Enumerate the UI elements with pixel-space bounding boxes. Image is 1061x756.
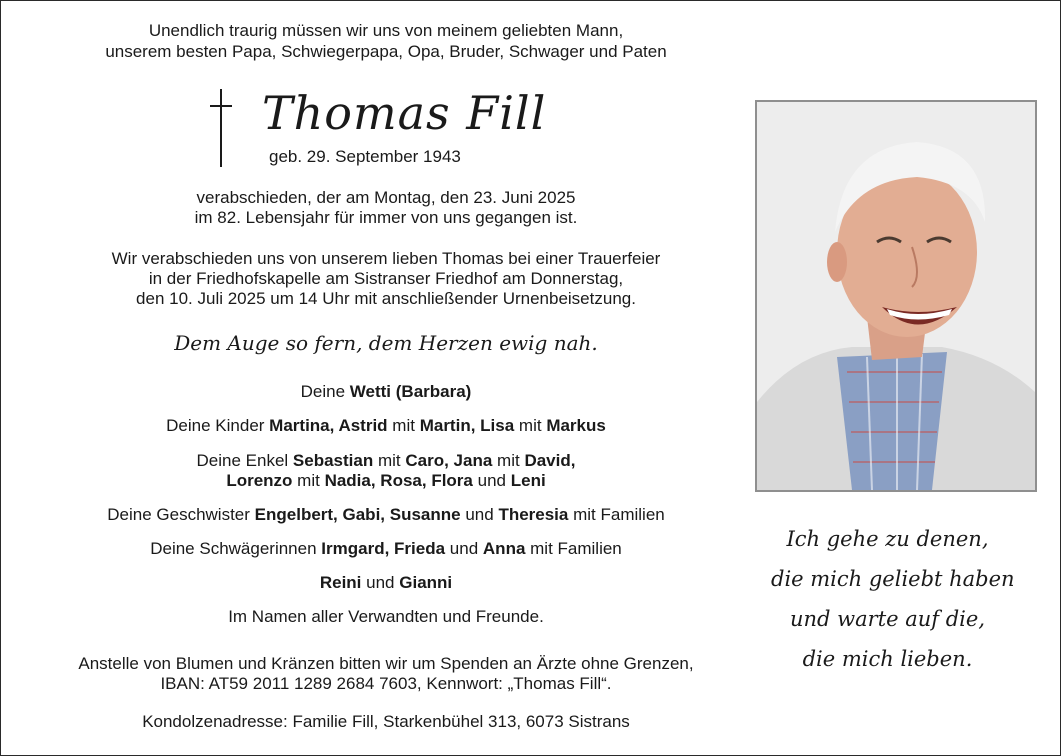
donation-line-2: IBAN: AT59 2011 1289 2684 7603, Kennwort: „Thomas Fill“. [160,674,612,693]
mourner-siblings: Deine Geschwister Engelbert, Gabi, Susanne und Theresia mit Familien [107,505,665,524]
deceased-name: Thomas Fill [262,86,547,140]
main-text-column [1,1,771,755]
mourner-others: Reini und Gianni [319,573,453,592]
poem-line-2: die mich geliebt haben [771,567,1015,591]
condolence-address: Kondolzenadresse: Familie Fill, Starkenbühel 313, 6073 Sistrans [142,712,630,731]
donation-line-1: Anstelle von Blumen und Kränzen bitten wir um Spenden an Ärzte ohne Grenzen, [78,654,694,673]
deceased-name-block [206,83,566,173]
poem-line-3: und warte auf die, [790,607,985,631]
death-line-1: verabschieden, der am Montag, den 23. Juni 2025 [196,188,576,207]
memorial-quote: Dem Auge so fern, dem Herzen ewig nah. [174,331,598,355]
ceremony-line-3: den 10. Juli 2025 um 14 Uhr mit anschließender Urnenbeisetzung. [136,289,636,308]
mourner-wife: Deine Wetti (Barbara) [300,382,472,401]
mourner-relatives: Im Namen aller Verwandten und Freunde. [228,607,544,626]
ceremony-line-2: in der Friedhofskapelle am Sistranser Friedhof am Donnerstag, [148,269,624,288]
mourner-grandchildren-line-2: Lorenzo mit Nadia, Rosa, Flora und Leni [226,471,546,490]
ceremony-line-1: Wir verabschieden uns von unserem lieben Thomas bei einer Trauerfeier [111,249,661,268]
poem-line-4: die mich lieben. [802,647,973,671]
mourner-grandchildren-line-1: Deine Enkel Sebastian mit Caro, Jana mit David, [196,451,576,470]
latin-cross-icon [206,89,238,169]
mourner-sisters-in-law: Deine Schwägerinnen Irmgard, Frieda und Anna mit Familien [150,539,622,558]
portrait-photo [755,100,1037,492]
poem-line-1: Ich gehe zu denen, [786,527,989,551]
death-line-2: im 82. Lebensjahr für immer von uns gegangen ist. [194,208,578,227]
intro-line-2: unserem besten Papa, Schwiegerpapa, Opa, Bruder, Schwager und Paten [105,42,667,61]
birth-date: geb. 29. September 1943 [269,147,461,166]
intro-line-1: Unendlich traurig müssen wir uns von meinem geliebten Mann, [148,21,624,40]
portrait-illustration [757,102,1035,490]
poem [771,519,1015,679]
mourner-children: Deine Kinder Martina, Astrid mit Martin, Lisa mit Markus [166,416,606,435]
